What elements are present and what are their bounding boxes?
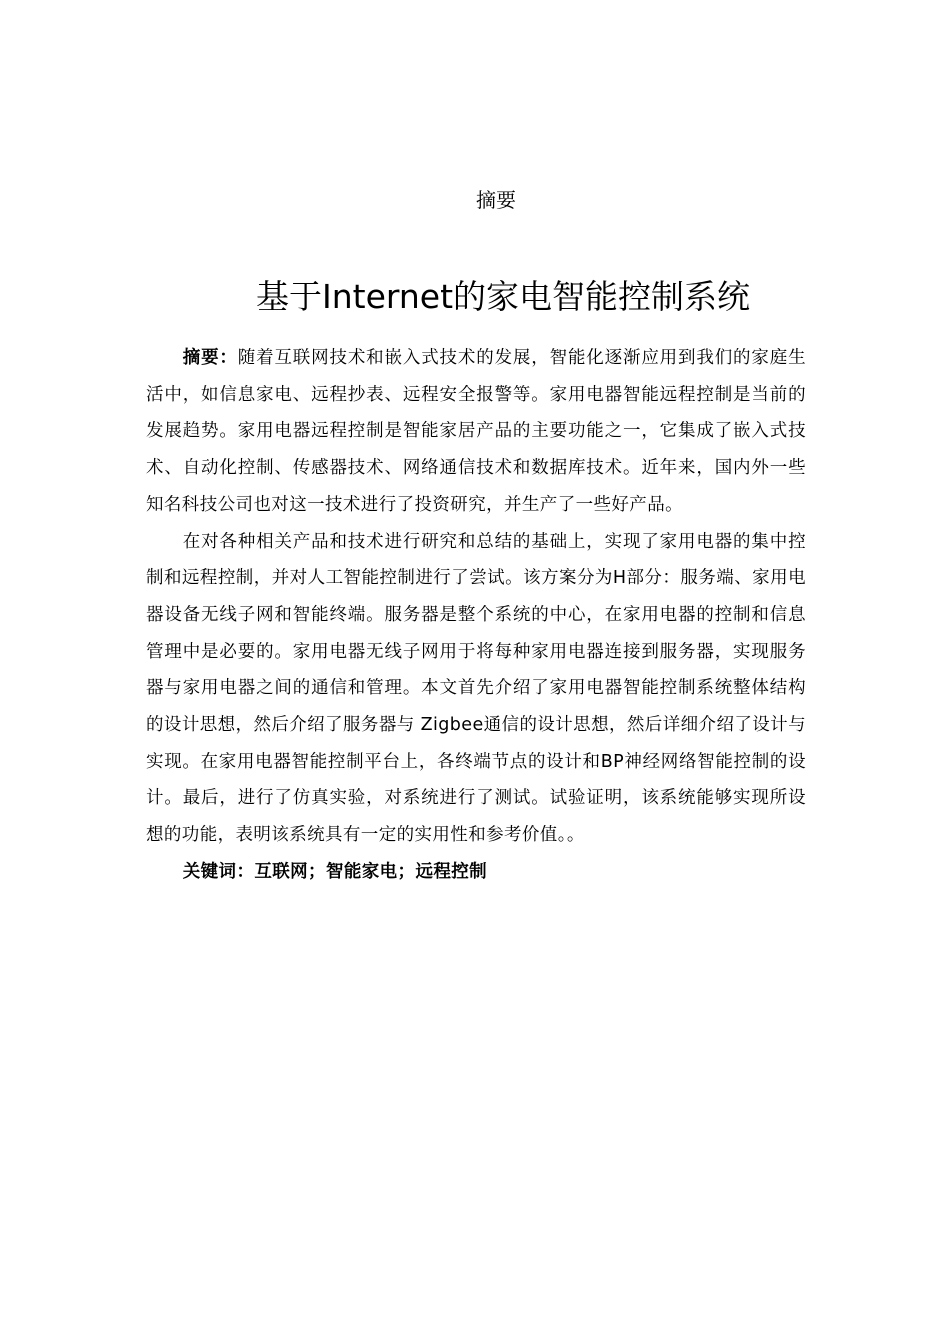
abstract-paragraph-2: [146, 524, 806, 854]
abstract-body: [146, 340, 806, 891]
abstract-paragraph-1-text: 随着互联网技术和嵌入式技术的发展，智能化逐渐应用到我们的家庭生活中，如信息家电、远程抄表、远程安全报警等。家用电器智能远程控制是当前的发展趋势。家用电器远程控制是智能家居产品的主要功能之一，它集成了嵌入式技术、自动化控制、传感器技术、网络通信技术和数据库技术。近年来，国内外一些知名科技公司也对这一技术进行了投资研究，并生产了一些好产品。: [146, 348, 806, 515]
keywords-line: 关键词：互联网；智能家电；远程控制: [182, 861, 488, 882]
abstract-label: 摘要：: [182, 348, 238, 368]
document-title: 基于Internet的家电智能控制系统: [256, 277, 751, 316]
abstract-paragraph-2-text: 在对各种相关产品和技术进行研究和总结的基础上，实现了家用电器的集中控制和远程控制，并对人工智能控制进行了尝试。该方案分为H部分：服务端、家用电器设备无线子网和智能终端。服务器是整个系统的中心，在家用电器的控制和信息管理中是必要的。家用电器无线子网用于将每种家用电器连接到服务器，实现服务器与家用电器之间的通信和管理。本文首先介绍了家用电器智能控制系统整体结构的设计思想，然后介绍了服务器与 Zigbee通信的设计思想，然后详细介绍了设计与实现。在家用电器智能控制平台上，各终端节点的设计和BP神经网络智能控制的设计。最后，进行了仿真实验，对系统进行了测试。试验证明，该系统能够实现所设想的功能，表明该系统具有一定的实用性和参考价值。。: [146, 531, 806, 846]
abstract-paragraph-1: [146, 340, 806, 524]
section-heading: 摘要: [476, 188, 516, 212]
